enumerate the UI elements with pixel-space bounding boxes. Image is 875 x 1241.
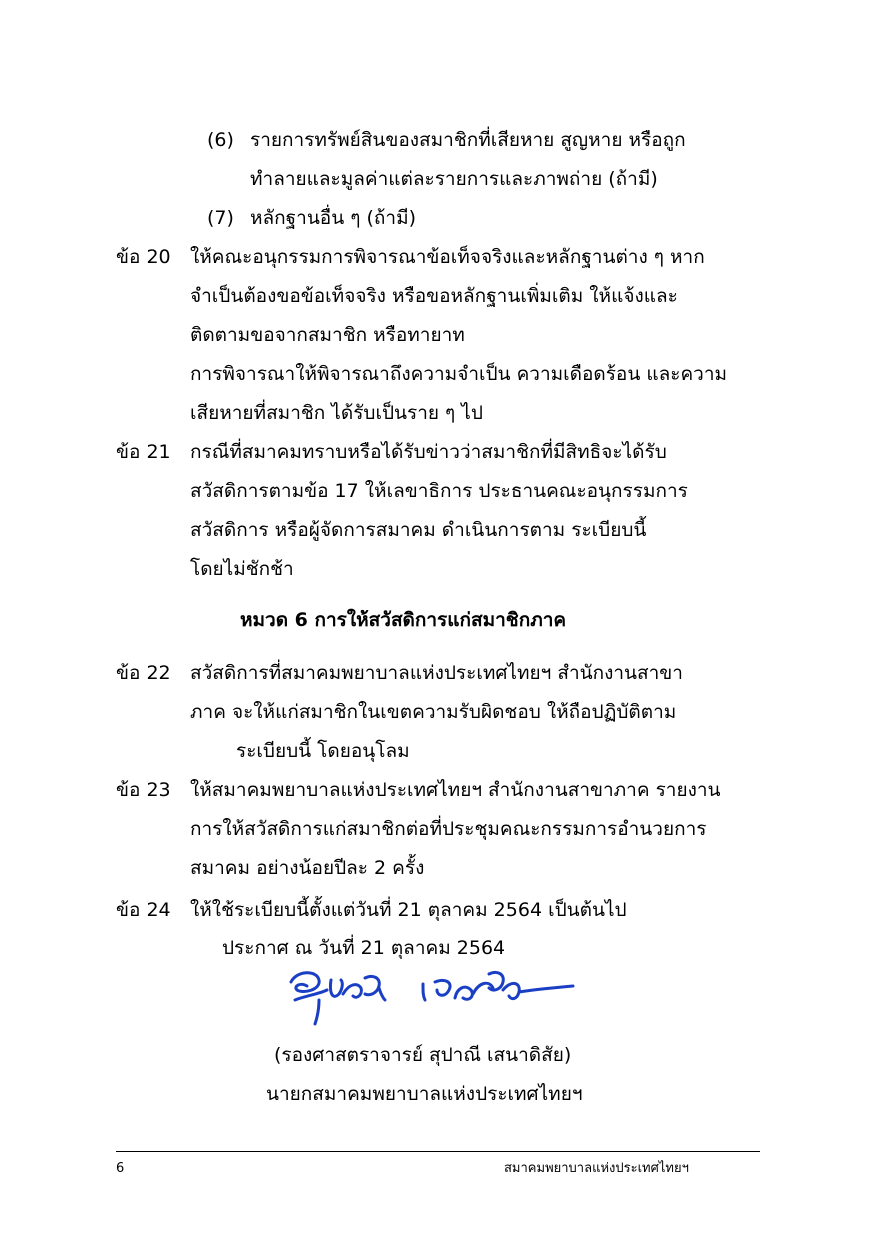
announcement-date: ประกาศ ณ วันที่ 21 ตุลาคม 2564 — [222, 937, 506, 959]
section-heading: หมวด 6 การให้สวัสดิการแก่สมาชิกภาค — [240, 609, 567, 631]
item-number: (6) — [207, 129, 234, 151]
footer-rule — [116, 1151, 760, 1152]
clause-number: ข้อ 21 — [116, 441, 171, 463]
clause-number: ข้อ 20 — [116, 246, 171, 268]
clause-line: ให้คณะอนุกรรมการพิจารณาข้อเท็จจริงและหลักฐานต่าง ๆ หาก — [190, 246, 705, 268]
clause-line: ภาค จะให้แก่สมาชิกในเขตความรับผิดชอบ ให้ถือปฏิบัติตาม — [190, 701, 677, 723]
page-number: 6 — [116, 1161, 125, 1176]
clause-line: กรณีที่สมาคมทราบหรือได้รับข่าวว่าสมาชิกที่มีสิทธิจะได้รับ — [190, 441, 667, 463]
signatory-title: นายกสมาคมพยาบาลแห่งประเทศไทยฯ — [266, 1083, 583, 1105]
footer-org: สมาคมพยาบาลแห่งประเทศไทยฯ — [504, 1161, 689, 1176]
item-line: รายการทรัพย์สินของสมาชิกที่เสียหาย สูญหาย หรือถูก — [250, 129, 686, 151]
signatory-name: (รองศาสตราจารย์ สุปาณี เสนาดิสัย) — [274, 1044, 572, 1066]
item-number: (7) — [207, 207, 234, 229]
clause-line: ติดตามขอจากสมาชิก หรือทายาท — [190, 324, 465, 346]
clause-line: สวัสดิการ หรือผู้จัดการสมาคม ดำเนินการตาม ระเบียบนี้ — [190, 519, 647, 541]
clause-line: การพิจารณาให้พิจารณาถึงความจำเป็น ความเดือดร้อน และความ — [190, 363, 728, 385]
clause-line: ระเบียบนี้ โดยอนุโลม — [236, 740, 410, 762]
clause-line: โดยไม่ชักช้า — [190, 558, 294, 580]
clause-number: ข้อ 23 — [116, 779, 171, 801]
clause-number: ข้อ 24 — [116, 899, 171, 921]
clause-line: ให้สมาคมพยาบาลแห่งประเทศไทยฯ สำนักงานสาขาภาค รายงาน — [190, 779, 721, 801]
clause-line: สวัสดิการที่สมาคมพยาบาลแห่งประเทศไทยฯ สำนักงานสาขา — [190, 662, 683, 684]
clause-line: จำเป็นต้องขอข้อเท็จจริง หรือขอหลักฐานเพิ่มเติม ให้แจ้งและ — [190, 285, 678, 307]
clause-line: สมาคม อย่างน้อยปีละ 2 ครั้ง — [190, 857, 425, 879]
item-line: ทำลายและมูลค่าแต่ละรายการและภาพถ่าย (ถ้ามี) — [250, 168, 658, 190]
signature-image — [283, 960, 583, 1030]
clause-line: สวัสดิการตามข้อ 17 ให้เลขาธิการ ประธานคณะอนุกรรมการ — [190, 480, 688, 502]
clause-line: เสียหายที่สมาชิก ได้รับเป็นราย ๆ ไป — [190, 402, 483, 424]
clause-number: ข้อ 22 — [116, 662, 171, 684]
clause-line: ให้ใช้ระเบียบนี้ตั้งแต่วันที่ 21 ตุลาคม 2564 เป็นต้นไป — [190, 899, 627, 921]
clause-line: การให้สวัสดิการแก่สมาชิกต่อที่ประชุมคณะกรรมการอำนวยการ — [190, 818, 707, 840]
item-line: หลักฐานอื่น ๆ (ถ้ามี) — [250, 207, 417, 229]
